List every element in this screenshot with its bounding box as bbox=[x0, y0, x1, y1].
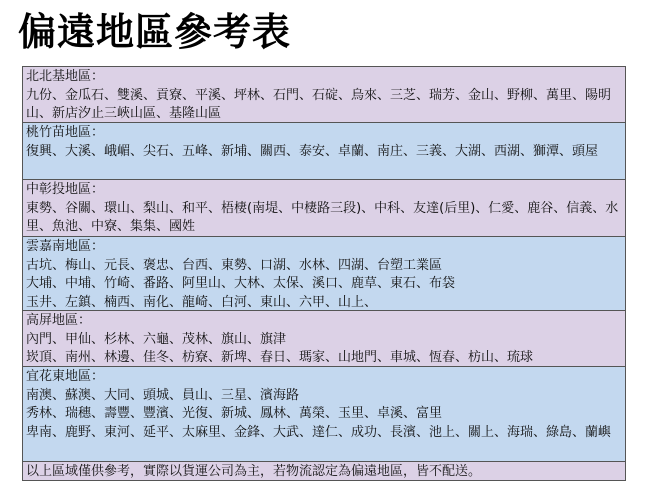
region-areas: 九份、金瓜石、雙溪、貢寮、平溪、坪林、石門、石碇、烏來、三芝、瑞芳、金山、野柳、萬里、陽明山、新店汐止三峽山區、基隆山區 bbox=[26, 87, 612, 122]
region-row-gaoping bbox=[23, 311, 625, 367]
region-areas: 古坑、梅山、元長、褒忠、台西、東勢、口湖、水林、四湖、台塑工業區 bbox=[26, 257, 443, 273]
region-heading: 雲嘉南地區： bbox=[26, 239, 105, 254]
region-heading: 高屏地區： bbox=[26, 313, 92, 328]
page-title: 偏遠地區參考表 bbox=[18, 10, 292, 54]
region-row-yunjianan bbox=[23, 237, 625, 311]
region-table bbox=[22, 66, 626, 481]
region-heading: 中彰投地區： bbox=[26, 182, 105, 197]
region-heading: 北北基地區： bbox=[26, 69, 105, 84]
region-areas: 大埔、中埔、竹崎、番路、阿里山、大林、太保、溪口、鹿草、東石、布袋 bbox=[26, 276, 456, 292]
disclaimer-text: 以上區域僅供參考，實際以貨運公司為主，若物流認定為偏遠地區，皆不配送。 bbox=[26, 464, 482, 479]
region-row-zhongzhangtou bbox=[23, 180, 625, 237]
region-areas: 內門、甲仙、杉林、六龜、茂林、旗山、旗津 bbox=[26, 331, 287, 347]
region-areas: 秀林、瑞穗、壽豐、豐濱、光復、新城、鳳林、萬榮、玉里、卓溪、富里 bbox=[26, 406, 443, 422]
region-row-north bbox=[23, 67, 625, 123]
region-areas: 卑南、鹿野、東河、延平、太麻里、金鋒、大武、達仁、成功、長濱、池上、關上、海瑞、綠島、蘭嶼 bbox=[26, 424, 612, 440]
region-areas: 南澳、蘇澳、大同、頭城、員山、三星、濱海路 bbox=[26, 387, 300, 403]
region-row-taozhumiao bbox=[23, 123, 625, 180]
region-areas: 崁頂、南州、林邊、佳冬、枋寮、新埤、春日、瑪家、山地門、車城、恆春、枋山、琉球 bbox=[26, 350, 534, 366]
region-areas: 玉井、左鎮、楠西、南化、龍崎、白河、東山、六甲、山上、 bbox=[26, 294, 378, 310]
disclaimer-note bbox=[23, 462, 625, 480]
region-row-yihuadong bbox=[23, 367, 625, 462]
region-heading: 宜花東地區： bbox=[26, 369, 105, 384]
region-areas: 東勢、谷關、環山、梨山、和平、梧棲(南堤、中棲路三段)、中科、友達(后里)、仁愛、鹿谷、信義、水里、魚池、中寮、集集、國姓 bbox=[26, 200, 619, 235]
region-areas: 復興、大溪、峨嵋、尖石、五峰、新埔、關西、泰安、卓蘭、南庄、三義、大湖、西湖、獅潭、頭屋 bbox=[26, 143, 599, 159]
region-heading: 桃竹苗地區： bbox=[26, 125, 105, 140]
